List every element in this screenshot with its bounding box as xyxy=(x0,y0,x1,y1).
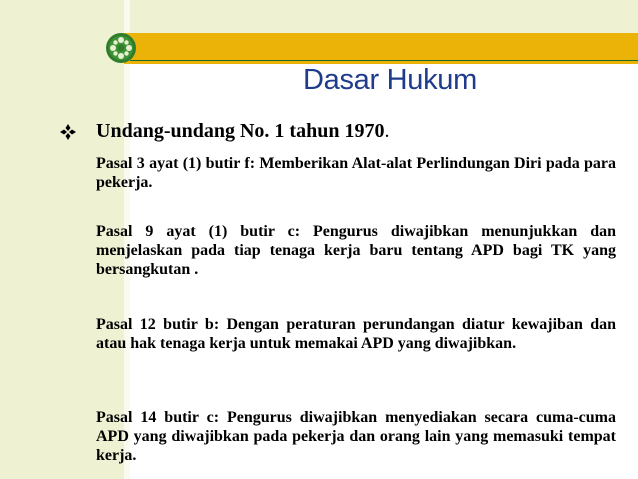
article-12-paragraph: Pasal 12 butir b: Dengan peraturan perundangan diatur kewajiban dan atau hak tenaga kerja untuk memakai APD yang diwajibkan. xyxy=(96,316,616,352)
article-14-paragraph: Pasal 14 butir c: Pengurus diwajibkan menyediakan secara cuma-cuma APD yang diwajibkan pada pekerja dan orang lain yang memasuki tempat kerja. xyxy=(96,409,616,464)
law-heading xyxy=(96,118,389,144)
diamond-bullet-icon xyxy=(60,124,76,140)
article-3-paragraph: Pasal 3 ayat (1) butir f: Memberikan Alat-alat Perlindungan Diri pada para pekerja. xyxy=(96,155,616,191)
accent-line xyxy=(130,60,638,61)
top-decor-band xyxy=(0,0,638,33)
law-heading-punct: . xyxy=(384,120,390,142)
ornament-logo-icon xyxy=(104,31,138,65)
slide-title: Dasar Hukum xyxy=(303,64,477,96)
law-heading-text: Undang-undang No. 1 tahun 1970 xyxy=(96,120,385,142)
article-9-paragraph: Pasal 9 ayat (1) butir c: Pengurus diwajibkan menunjukkan dan menjelaskan pada tiap tenaga kerja baru tentang APD bagi TK yang bersangkutan . xyxy=(96,223,616,278)
